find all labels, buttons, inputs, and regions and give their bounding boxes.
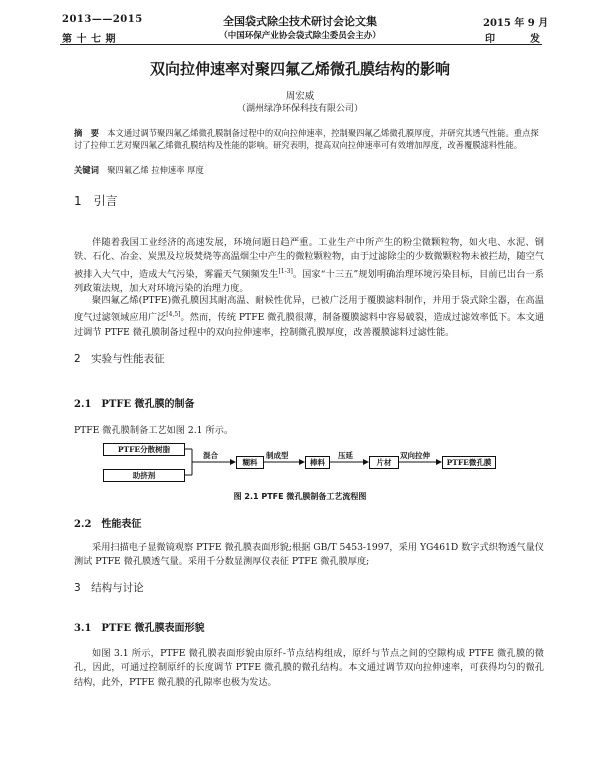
section-3-title: 3 结构与讨论 (74, 582, 144, 594)
box-ptfe-resin: PTFE分散树脂 (103, 443, 185, 456)
box-rod: 棒料 (305, 456, 330, 469)
header-period: 第 十 七 期 (62, 34, 116, 45)
author-affiliation: （湖州绿净环保科技有限公司） (236, 104, 363, 114)
keywords-text: 聚四氟乙烯 拉伸速率 厚度 (107, 165, 204, 175)
section-1-paragraph-1 (74, 236, 544, 297)
step-stretch-label: 双向拉伸 (400, 451, 430, 460)
section-1-paragraph-2 (74, 294, 544, 340)
figure-caption: 图 2.1 PTFE 微孔膜制备工艺流程图 (233, 492, 367, 501)
conference-subtitle: （中国环保产业协会袋式除尘委员会主办） (219, 31, 381, 41)
conference-title: 全国袋式除尘技术研讨会论文集 (223, 15, 377, 28)
author-name: 周宏威 (285, 91, 315, 102)
s1-p1-text-a: 伴随着我国工业经济的高速发展，环境问题日趋严重。工业生产中所产生的粉尘微颗粒物，如火电、水泥、钢铁、石化、冶金、炭黑及垃圾焚烧等高温烟尘中产生的微粒颗粒物，由于过滤除尘的少数微颗粒物未被拦劫，随空气被排入大气中，造成大气污染，雾霾天气频频发生 (74, 237, 544, 280)
step-calender-label: 压延 (338, 451, 353, 460)
process-flowchart (0, 435, 600, 490)
s1-p1-citation: [1-3] (278, 267, 293, 275)
s1-p2-citation: [4,5] (166, 311, 181, 319)
section-3-1-title: 3.1 PTFE 微孔膜表面形貌 (74, 623, 205, 634)
box-ptfe-membrane: PTFE微孔膜 (442, 456, 496, 469)
section-2-2-text: 采用扫描电子显微镜观察 PTFE 微孔膜表面形貌;根据 GB/T 5453-1997，采用 YG461D 数字式织物透气量仪测试 PTFE 微孔膜透气量。采用千分数显测厚仪表征 PTFE 微孔膜厚度; (74, 542, 544, 568)
keywords-label: 关键词 (74, 165, 99, 175)
step-preform-label: 制成型 (266, 451, 289, 460)
s1-p1-text-b: 。国家“十三五”规划明确治理环境污染目标，目前已出台一系列政策法规，加大对环境污染的治理力度。 (74, 268, 544, 295)
s1-p2-text-a: 聚四氟乙烯(PTFE)微孔膜因其耐高温、耐候性优异，已被广泛用于覆膜滤料制作，并用于袋式除尘器，在高温度气过滤领域应用广泛 (74, 295, 544, 324)
header-rule (60, 44, 542, 45)
box-sheet: 片材 (369, 456, 399, 469)
abstract (74, 127, 544, 151)
abstract-label: 摘 要 (74, 128, 99, 138)
flowchart-connectors (0, 435, 600, 490)
header-years: 2013——2015 (62, 14, 143, 25)
section-2-2-title: 2.2 性能表征 (74, 519, 142, 530)
header-print-2: 发 (530, 34, 540, 45)
step-mix-label: 混合 (203, 451, 218, 460)
box-extrusion-aid: 助挤剂 (103, 469, 185, 482)
header-date: 2015 年 9 月 (483, 18, 549, 29)
s1-p2-text-b: 。然而，传统 PTFE 微孔膜很薄，制备覆膜滤料中容易破裂，造成过滤效率低下。本文通过调节 PTFE 微孔膜制备过程中的双向拉伸速率，控制微孔膜厚度，改善覆膜滤料过滤性能。 (74, 312, 545, 338)
section-2-1-title: 2.1 PTFE 微孔膜的制备 (74, 399, 195, 410)
header-print-1: 印 (485, 34, 495, 45)
abstract-text: 本文通过调节聚四氟乙烯微孔膜制备过程中的双向拉伸速率，控制聚四氟乙烯微孔膜厚度，并研究其透气性能。重点探讨了拉伸工艺对聚四氟乙烯微孔膜结构及性能的影响。研究表明，提高双向拉伸速率可有效增加厚度，改善覆膜滤料性能。 (74, 128, 539, 150)
section-2-1-text: PTFE 微孔膜制备工艺如图 2.1 所示。 (74, 425, 234, 436)
paper-title: 双向拉伸速率对聚四氟乙烯微孔膜结构的影响 (149, 60, 450, 78)
section-1-title: 1 引言 (74, 194, 118, 208)
section-3-1-text: 如图 3.1 所示，PTFE 微孔膜表面形貌由原纤-节点结构组成，原纤与节点之间的空隙构成 PTFE 微孔膜的微孔，因此，可通过控制原纤的长度调节 PTFE 微孔膜的微孔结构。本文通过调节双向拉伸速率，可获得均匀的微孔结构，此外，PTFE 微孔膜的孔隙率也极为发达。 (74, 648, 544, 688)
box-paste: 糊料 (236, 456, 264, 469)
keywords (74, 164, 544, 176)
section-2-title: 2 实验与性能表征 (74, 353, 165, 365)
